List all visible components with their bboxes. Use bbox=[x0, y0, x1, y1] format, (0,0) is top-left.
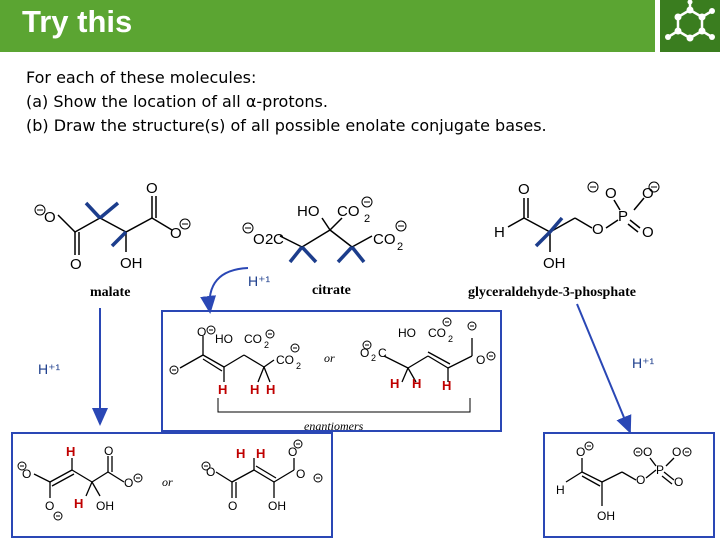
svg-text:HO: HO bbox=[398, 326, 416, 340]
slide-title: Try this bbox=[22, 4, 133, 39]
svg-text:O: O bbox=[636, 473, 646, 487]
citrate-enolate-box bbox=[162, 311, 501, 431]
svg-text:CO: CO bbox=[337, 203, 360, 220]
svg-text:O: O bbox=[360, 346, 370, 360]
svg-text:2: 2 bbox=[448, 334, 454, 344]
svg-text:H: H bbox=[250, 382, 260, 397]
svg-text:O: O bbox=[124, 476, 134, 490]
svg-text:H: H bbox=[218, 382, 228, 397]
svg-text:O: O bbox=[642, 224, 654, 241]
svg-text:H: H bbox=[556, 483, 565, 497]
g3p-label: glyceraldehyde-3-phosphate bbox=[468, 285, 636, 300]
svg-text:O: O bbox=[146, 180, 158, 197]
proton-label-citrate: H⁺¹ bbox=[248, 273, 271, 289]
svg-text:C: C bbox=[378, 346, 387, 360]
malate-alpha-ticks bbox=[86, 203, 126, 246]
g3p-arrow bbox=[577, 304, 630, 432]
svg-text:H: H bbox=[256, 446, 266, 461]
svg-text:OH: OH bbox=[120, 255, 143, 272]
malate-label: malate bbox=[90, 285, 131, 300]
svg-text:H: H bbox=[236, 446, 246, 461]
malate-o-minus-left: O bbox=[44, 209, 56, 226]
svg-text:2: 2 bbox=[265, 231, 274, 248]
instruction-line-3: (b) Draw the structure(s) of all possible enolate conjugate bases. bbox=[26, 116, 547, 135]
svg-text:CO: CO bbox=[428, 326, 446, 340]
svg-text:H: H bbox=[412, 376, 422, 391]
svg-text:O: O bbox=[206, 465, 216, 479]
citrate-arrow bbox=[209, 268, 248, 312]
svg-text:O: O bbox=[45, 499, 55, 513]
svg-text:O: O bbox=[197, 325, 207, 339]
svg-text:O: O bbox=[170, 225, 182, 242]
svg-text:O: O bbox=[104, 444, 114, 458]
svg-text:O: O bbox=[674, 475, 684, 489]
svg-text:CO: CO bbox=[244, 332, 262, 346]
svg-text:H: H bbox=[494, 224, 505, 241]
svg-text:CO: CO bbox=[276, 353, 294, 367]
svg-text:O: O bbox=[643, 445, 653, 459]
proton-label-g3p: H⁺¹ bbox=[632, 355, 655, 371]
svg-text:O: O bbox=[576, 445, 586, 459]
proton-label-malate: H⁺¹ bbox=[38, 361, 61, 377]
or-label-malate: or bbox=[162, 475, 173, 489]
svg-text:C: C bbox=[273, 231, 284, 248]
citrate-structure bbox=[280, 218, 372, 247]
enantiomers-label: enantiomers bbox=[304, 419, 364, 433]
svg-text:O: O bbox=[605, 185, 617, 202]
svg-text:2: 2 bbox=[364, 213, 371, 225]
svg-text:H: H bbox=[390, 376, 400, 391]
svg-text:O: O bbox=[288, 445, 298, 459]
citrate-label: citrate bbox=[312, 283, 351, 298]
svg-text:O: O bbox=[70, 256, 82, 273]
svg-text:2: 2 bbox=[371, 353, 377, 363]
g3p-structure bbox=[508, 198, 644, 252]
svg-text:H: H bbox=[442, 378, 452, 393]
svg-text:P: P bbox=[656, 463, 665, 477]
svg-text:H: H bbox=[74, 496, 84, 511]
svg-text:2: 2 bbox=[397, 241, 404, 253]
svg-text:H: H bbox=[66, 444, 76, 459]
svg-text:HO: HO bbox=[297, 203, 320, 220]
svg-text:O: O bbox=[228, 499, 238, 513]
svg-text:O: O bbox=[592, 221, 604, 238]
svg-text:HO: HO bbox=[215, 332, 233, 346]
svg-text:OH: OH bbox=[268, 499, 286, 513]
enantiomer-bracket bbox=[218, 398, 470, 412]
svg-text:H: H bbox=[266, 382, 276, 397]
svg-text:O: O bbox=[518, 181, 530, 198]
svg-text:OH: OH bbox=[543, 255, 566, 272]
svg-text:O: O bbox=[22, 467, 32, 481]
instruction-line-2: (a) Show the location of all α-protons. bbox=[26, 92, 328, 111]
svg-text:O: O bbox=[672, 445, 682, 459]
or-label-citrate: or bbox=[324, 351, 335, 365]
instruction-line-1: For each of these molecules: bbox=[26, 68, 257, 87]
svg-text:O: O bbox=[296, 467, 306, 481]
svg-text:OH: OH bbox=[597, 509, 615, 523]
svg-text:OH: OH bbox=[96, 499, 114, 513]
svg-text:2: 2 bbox=[296, 361, 302, 371]
svg-text:O: O bbox=[642, 185, 654, 202]
svg-text:CO: CO bbox=[373, 231, 396, 248]
svg-text:O: O bbox=[253, 231, 265, 248]
svg-text:2: 2 bbox=[264, 340, 270, 350]
svg-text:P: P bbox=[618, 208, 629, 225]
svg-text:O: O bbox=[476, 353, 486, 367]
